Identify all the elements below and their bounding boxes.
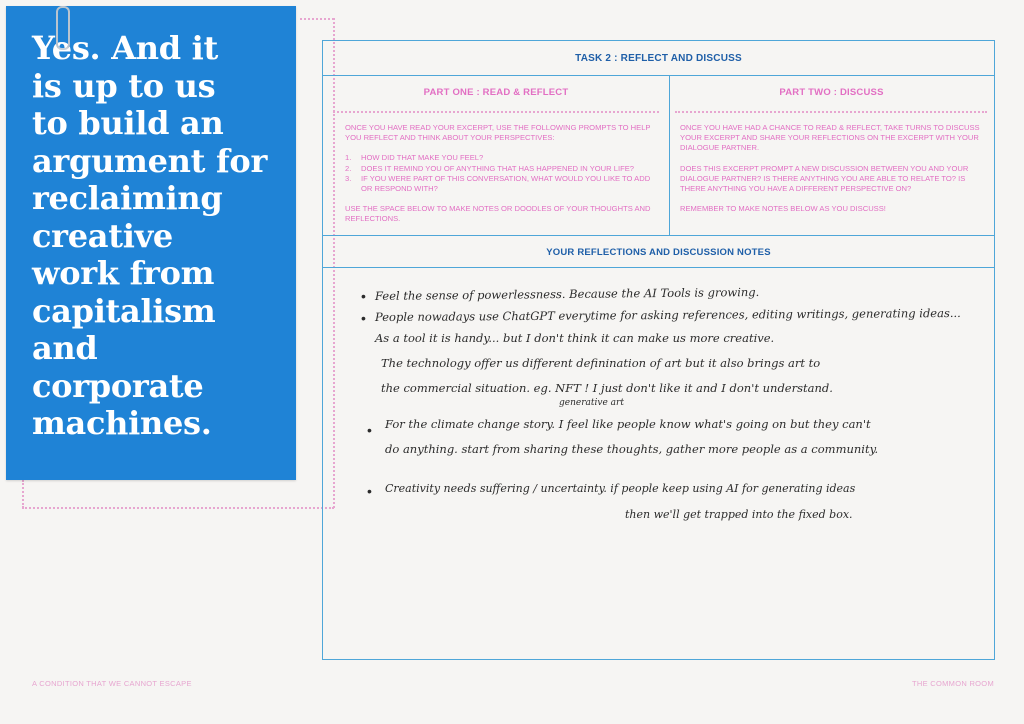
handwritten-annotation: generative art xyxy=(559,398,624,408)
dotted-guide-top xyxy=(300,18,334,20)
part-one-body xyxy=(345,123,651,225)
quote-line: work from xyxy=(32,254,215,292)
prompt-item: 1. HOW DID THAT MAKE YOU FEEL? xyxy=(345,153,484,163)
notes-title: YOUR REFLECTIONS AND DISCUSSION NOTES xyxy=(546,247,771,258)
dotted-divider xyxy=(675,111,987,113)
footer-right: THE COMMON ROOM xyxy=(912,679,994,688)
handwritten-note: As a tool it is handy... but I don't think it can make us more creative. xyxy=(375,331,775,345)
part-two-instructions: ONCE YOU HAVE HAD A CHANCE TO READ & REFLECT, TAKE TURNS TO DISCUSS YOUR EXCERPT AND SHARE YOUR REFLECTIONS ON THE EXCERPT WITH YOUR DIALOGUE PARTNER. xyxy=(680,123,980,153)
quote-card xyxy=(6,6,296,480)
part-two-body xyxy=(680,123,980,214)
handwritten-note: For the climate change story. I feel like people know what's going on but they can't xyxy=(385,417,871,431)
paper-clip-icon xyxy=(56,6,70,50)
divider-line xyxy=(323,75,994,76)
quote-line: argument for xyxy=(32,141,268,180)
quote-line: reclaiming xyxy=(32,179,223,217)
quote-line: Yes. And it xyxy=(32,29,218,67)
quote-line: corporate xyxy=(32,366,204,405)
task-title: TASK 2 : REFLECT AND DISCUSS xyxy=(575,53,742,64)
dotted-guide-left xyxy=(22,480,24,508)
bullet-icon: • xyxy=(367,422,372,438)
handwritten-note: then we'll get trapped into the fixed box. xyxy=(625,508,853,521)
divider-line xyxy=(323,235,994,236)
prompt-item: 3. IF YOU WERE PART OF THIS CONVERSATION, WHAT WOULD YOU LIKE TO ADD OR RESPOND WITH? xyxy=(345,173,651,194)
part-two-reminder: REMEMBER TO MAKE NOTES BELOW AS YOU DISCUSS! xyxy=(680,204,886,214)
handwritten-note: Feel the sense of powerlessness. Because the AI Tools is growing. xyxy=(374,284,760,304)
handwritten-note: The technology offer us different definination of art but it also brings art to xyxy=(381,356,821,370)
dotted-divider xyxy=(333,111,659,113)
handwritten-note: the commercial situation. eg. NFT ! I just don't like it and I don't understand. xyxy=(381,381,833,395)
handwritten-note: do anything. start from sharing these thoughts, gather more people as a community. xyxy=(385,442,879,456)
prompt-list xyxy=(345,153,651,194)
part-two-title: PART TWO : DISCUSS xyxy=(779,87,884,98)
column-divider xyxy=(669,75,670,235)
footer-left: A CONDITION THAT WE CANNOT ESCAPE xyxy=(32,679,192,688)
dotted-guide-bottom xyxy=(22,507,334,509)
bullet-icon: • xyxy=(361,288,366,304)
quote-line: creative xyxy=(32,216,173,255)
part-one-title: PART ONE : READ & REFLECT xyxy=(423,87,569,98)
quote-line: capitalism xyxy=(32,291,216,330)
quote-line: and xyxy=(32,329,98,367)
prompt-item: 2. DOES IT REMIND YOU OF ANYTHING THAT HAS HAPPENED IN YOUR LIFE? xyxy=(345,163,635,173)
quote-line: machines. xyxy=(32,404,212,442)
quote-line: to build an xyxy=(32,104,224,142)
worksheet-box xyxy=(322,40,995,660)
divider-line xyxy=(323,267,994,268)
handwritten-note: People nowadays use ChatGPT everytime for asking references, editing writings, generating ideas... xyxy=(374,305,961,325)
bullet-icon: • xyxy=(361,310,366,326)
quote-text xyxy=(32,30,294,443)
handwritten-note: Creativity needs suffering / uncertainty. if people keep using AI for generating ideas xyxy=(385,482,856,495)
part-one-outro: USE THE SPACE BELOW TO MAKE NOTES OR DOODLES OF YOUR THOUGHTS AND REFLECTIONS. xyxy=(345,204,651,224)
part-one-intro: ONCE YOU HAVE READ YOUR EXCERPT, USE THE FOLLOWING PROMPTS TO HELP YOU REFLECT AND THINK ABOUT YOUR PERSPECTIVES: xyxy=(345,123,651,143)
quote-line: is up to us xyxy=(32,66,216,105)
bullet-icon: • xyxy=(367,483,372,499)
part-two-questions: DOES THIS EXCERPT PROMPT A NEW DISCUSSION BETWEEN YOU AND YOUR DIALOGUE PARTNER? IS THERE ANYTHING YOU ARE ABLE TO RELATE TO? IS THERE ANYTHING YOU HAVE A DIFFERENT PERSPECTIVE ON? xyxy=(680,163,969,194)
